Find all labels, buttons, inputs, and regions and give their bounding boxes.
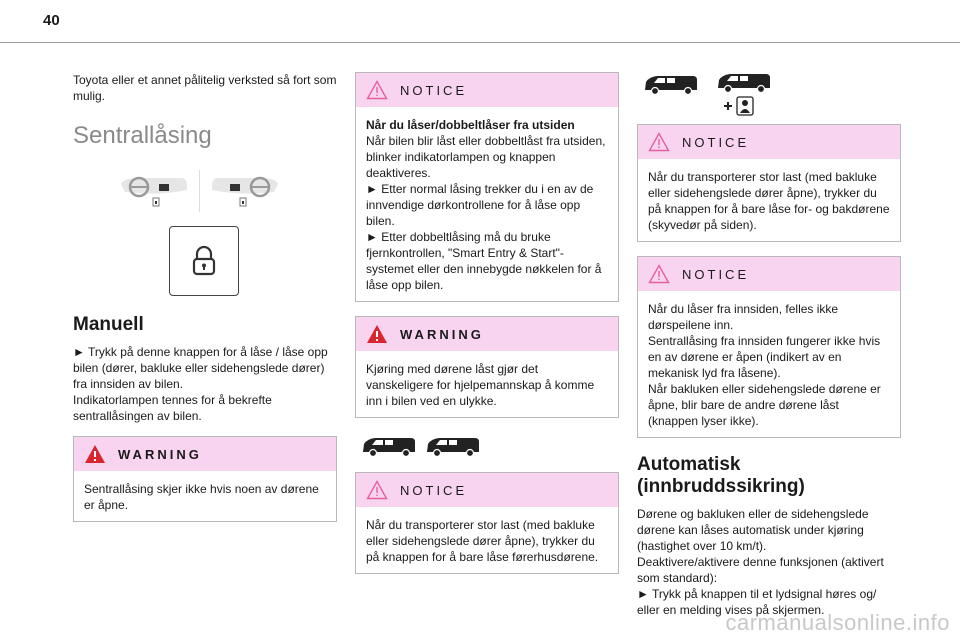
notice-triangle-icon <box>648 132 670 152</box>
notice-header <box>638 125 900 159</box>
warning-text: Sentrallåsing skjer ikke hvis noen av dørene er åpne. <box>84 482 319 512</box>
column-3 <box>637 72 901 618</box>
page-number: 40 <box>43 12 60 29</box>
steering-wheel-right-icon <box>210 170 280 210</box>
notice-label: NOTICE <box>682 134 750 150</box>
notice-triangle-icon <box>366 480 388 500</box>
manual-note: Indikatorlampen tennes for å bekrefte sentrallåsingen av bilen. <box>73 393 272 423</box>
warning-header <box>356 317 618 351</box>
notice-header <box>356 473 618 507</box>
warning-triangle-icon <box>366 324 388 344</box>
notice-text: ► Etter normal låsing trekker du i en av de innvendige dørkontrollene for å låse opp bilen. <box>366 182 594 228</box>
notice-header <box>638 257 900 291</box>
van-icon <box>425 434 481 458</box>
van-icon <box>643 72 699 96</box>
padlock-icon <box>191 245 217 277</box>
van-illustrations <box>361 434 619 458</box>
warning-label: WARNING <box>118 446 202 462</box>
notice-title: Når du låser/dobbeltlåser fra utsiden <box>366 118 575 132</box>
section-title: Sentrallåsing <box>73 122 212 149</box>
auto-text: Dørene og bakluken eller de sidehengslede dørene kan låses automatisk under kjøring (hastighet over 10 km/t). <box>637 507 869 553</box>
notice-label: NOTICE <box>400 82 468 98</box>
warning-triangle-icon <box>84 444 106 464</box>
notice-header <box>356 73 618 107</box>
van-icon <box>711 70 777 94</box>
manual-heading: Manuell <box>73 314 144 335</box>
notice-box <box>355 472 619 574</box>
notice-text: Når bilen blir låst eller dobbeltlåst fra utsiden, blinker indikatorlampen og knappen deaktiveres. <box>366 134 606 180</box>
notice-text: Sentrallåsing fra innsiden fungerer ikke hvis en av dørene er åpen (indikert av en mekanisk lyd fra låsene). <box>648 334 881 380</box>
manual-step: ► Trykk på denne knappen for å låse / låse opp bilen (dører, bakluke eller sidehengslede dører) fra innsiden av bilen. <box>73 345 328 391</box>
column-1 <box>73 72 337 522</box>
notice-triangle-icon <box>648 264 670 284</box>
top-rule <box>0 42 960 43</box>
central-lock-button-illustration <box>169 226 239 296</box>
intro-text: Toyota eller et annet pålitelig verksted så fort som mulig. <box>73 73 337 103</box>
steering-illustrations <box>61 170 337 212</box>
notice-text: Når du transporterer stor last (med bakluke eller sidehengslede dører åpne), trykker du på knappen for å bare låse for- og bakdørene (skyvedør på siden). <box>648 170 890 232</box>
notice-box <box>355 72 619 302</box>
notice-triangle-icon <box>366 80 388 100</box>
van-with-person <box>707 72 777 116</box>
watermark: carmanualsonline.info <box>725 610 950 635</box>
auto-text: Deaktivere/aktivere denne funksjonen (aktivert som standard): <box>637 555 884 585</box>
warning-text: Kjøring med dørene låst gjør det vanskeligere for hjelpemannskap å komme inn i bilen ved en ulykke. <box>366 362 595 408</box>
notice-text: Når du låser fra innsiden, felles ikke dørspeilene inn. <box>648 302 839 332</box>
van-illustrations <box>643 72 901 116</box>
column-2 <box>355 72 619 574</box>
warning-box <box>73 436 337 522</box>
warning-header <box>74 437 336 471</box>
notice-label: NOTICE <box>682 266 750 282</box>
divider <box>199 170 200 212</box>
notice-text: Når bakluken eller sidehengslede dørene er åpne, blir bare de andre dørene låst (knappen lyser ikke). <box>648 382 881 428</box>
notice-text: Når du transporterer stor last (med bakluke eller sidehengslede dører åpne), trykker du på knappen for å bare låse førerhusdørene. <box>366 518 599 564</box>
plus-person-icon <box>723 96 757 116</box>
auto-heading: Automatisk <box>637 454 741 475</box>
auto-heading-sub: (innbruddssikring) <box>637 476 805 497</box>
auto-step: ► Trykk på knappen til et lydsignal høres og/ eller en melding vises på skjermen. <box>637 587 877 617</box>
warning-label: WARNING <box>400 326 484 342</box>
notice-label: NOTICE <box>400 482 468 498</box>
notice-text: ► Etter dobbeltlåsing må du bruke fjernkontrollen, "Smart Entry & Start"-systemet eller den innebygde nøkkelen for å låse opp bilen. <box>366 230 602 292</box>
notice-box <box>637 256 901 438</box>
notice-box <box>637 124 901 242</box>
van-icon <box>361 434 417 458</box>
warning-box <box>355 316 619 418</box>
steering-wheel-left-icon <box>119 170 189 210</box>
